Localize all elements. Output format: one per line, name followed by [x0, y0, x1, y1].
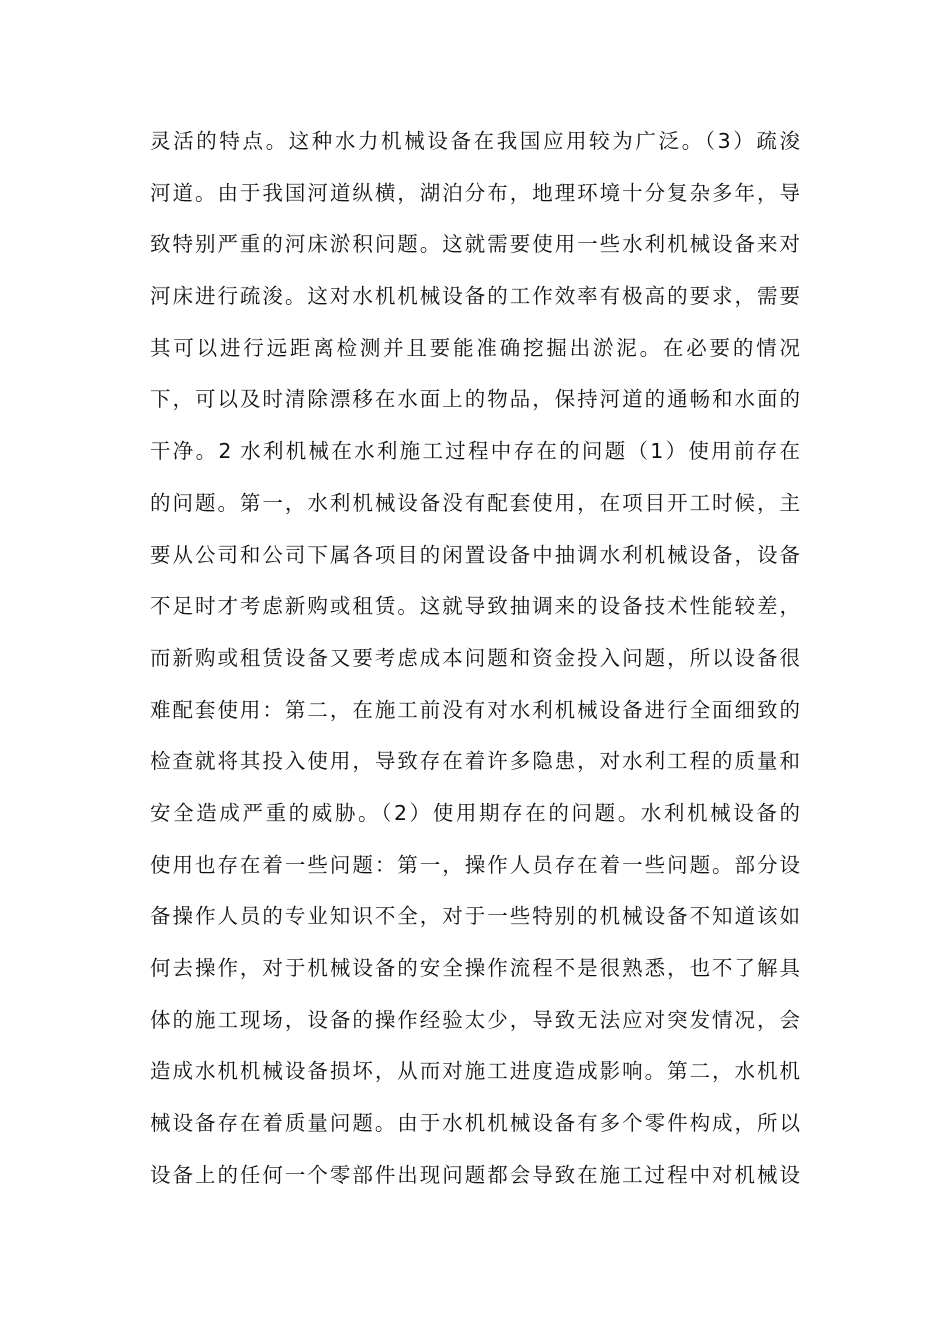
- text-line-18: 体的施工现场，设备的操作经验太少，导致无法应对突发情况，会: [150, 1007, 800, 1032]
- text-line-15: 使用也存在着一些问题：第一，操作人员存在着一些问题。部分设: [150, 852, 800, 877]
- text-line-4: 河床进行疏浚。这对水机机械设备的工作效率有极高的要求，需要: [150, 284, 800, 309]
- text-line-21: 设备上的任何一个零部件出现问题都会导致在施工过程中对机械设: [150, 1162, 800, 1187]
- text-line-13: 检查就将其投入使用，导致存在着许多隐患，对水利工程的质量和: [150, 749, 800, 774]
- text-line-10: 不足时才考虑新购或租赁。这就导致抽调来的设备技术性能较差，: [150, 594, 800, 619]
- text-line-17: 何去操作，对于机械设备的安全操作流程不是很熟悉，也不了解具: [150, 956, 800, 980]
- text-line-6: 下，可以及时清除漂移在水面上的物品，保持河道的通畅和水面的: [150, 387, 800, 412]
- text-line-20: 械设备存在着质量问题。由于水机机械设备有多个零件构成，所以: [150, 1111, 800, 1136]
- text-line-9: 要从公司和公司下属各项目的闲置设备中抽调水利机械设备，设备: [150, 542, 800, 567]
- text-line-1: 灵活的特点。这种水力机械设备在我国应用较为广泛。（3）疏浚: [150, 129, 800, 153]
- text-line-5: 其可以进行远距离检测并且要能准确挖掘出淤泥。在必要的情况: [150, 335, 800, 360]
- text-line-7: 干净。2 水利机械在水利施工过程中存在的问题（1）使用前存在: [150, 439, 800, 464]
- text-line-12: 难配套使用：第二，在施工前没有对水利机械设备进行全面细致的: [150, 697, 800, 722]
- text-line-11: 而新购或租赁设备又要考虑成本问题和资金投入问题，所以设备很: [150, 645, 800, 670]
- text-line-16: 备操作人员的专业知识不全，对于一些特别的机械设备不知道该如: [150, 904, 800, 929]
- text-line-19: 造成水机机械设备损坏，从而对施工进度造成影响。第二，水机机: [150, 1059, 800, 1084]
- body-text: [150, 116, 800, 1201]
- text-line-14: 安全造成严重的威胁。（2）使用期存在的问题。水利机械设备的: [150, 800, 800, 825]
- text-line-8: 的问题。第一，水利机械设备没有配套使用，在项目开工时候，主: [150, 490, 800, 515]
- text-line-3: 致特别严重的河床淤积问题。这就需要使用一些水利机械设备来对: [150, 232, 800, 257]
- text-line-2: 河道。由于我国河道纵横，湖泊分布，地理环境十分复杂多年，导: [150, 180, 800, 205]
